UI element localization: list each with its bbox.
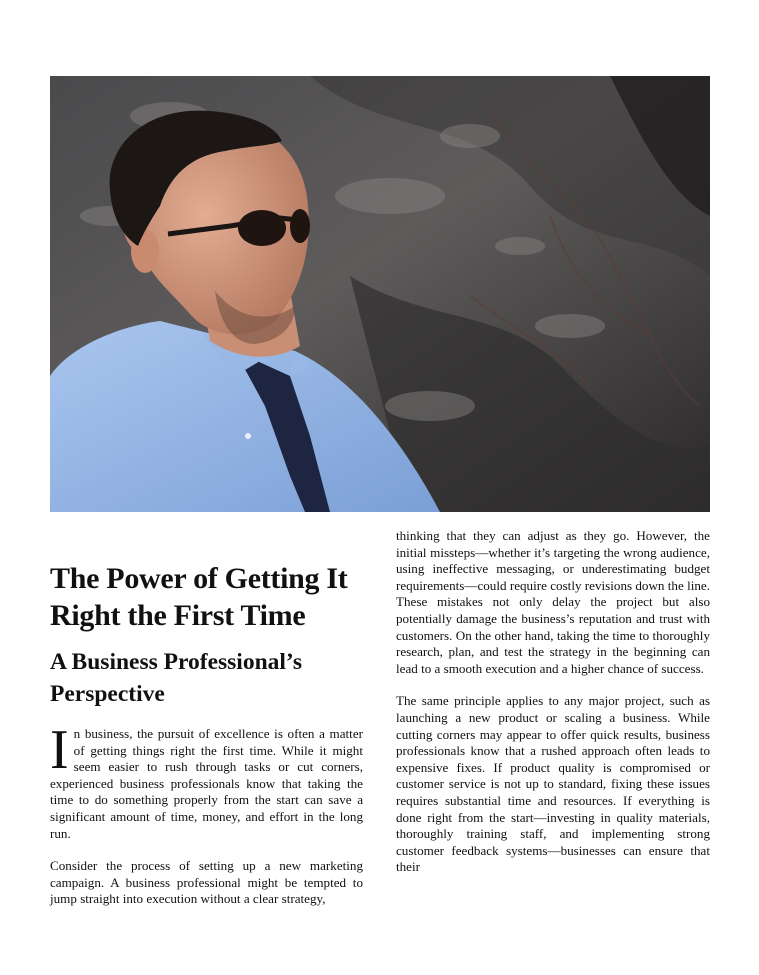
paragraph-major-projects: The same principle applies to any major project, such as launching a new product or scaling a business. While cutting corners may appear to offer quick results, business professionals know that a rushed approach often leads to expensive fixes. If product quality is compromised or customer service is not up to standard, fixing these issues requires substantial time and resources. If everything is done right from the start—investing in quality materials, thoroughly training staff, and implementing strong customer feedback systems—businesses can ensure that their: [396, 693, 710, 875]
paragraph-marketing-campaign-continued: thinking that they can adjust as they go. However, the initial missteps—whether it’s targeting the wrong audience, using ineffective messaging, or underestimating budget requirements—could require costly revisions down the line. These mistakes not only delay the project but also potentially damage the business’s reputation and trust with customers. On the other hand, taking the time to thoroughly research, plan, and test the strategy in the beginning can lead to a smooth execution and a higher chance of success.: [396, 528, 710, 676]
article-left-column: [50, 560, 363, 908]
intro-text: n business, the pursuit of excellence is often a matter of getting things right the first time. While it might seem easier to rush through tasks or cut corners, experienced business professionals know that taking the time to do something properly from the start can save a significant amount of time, money, and effort in the long run.: [50, 726, 363, 841]
article-title: The Power of Getting It Right the First Time: [50, 562, 348, 632]
paragraph-marketing-campaign: Consider the process of setting up a new marketing campaign. A business professional might be tempted to jump straight into execution without a clear strategy,: [50, 858, 363, 907]
man-in-sunglasses-portrait: [50, 76, 710, 512]
article-subtitle: A Business Professional’s Perspective: [50, 649, 303, 707]
drop-cap: I: [50, 719, 69, 781]
hero-photo: [50, 76, 710, 512]
article-right-column: [396, 528, 710, 876]
intro-paragraph: [50, 719, 363, 842]
